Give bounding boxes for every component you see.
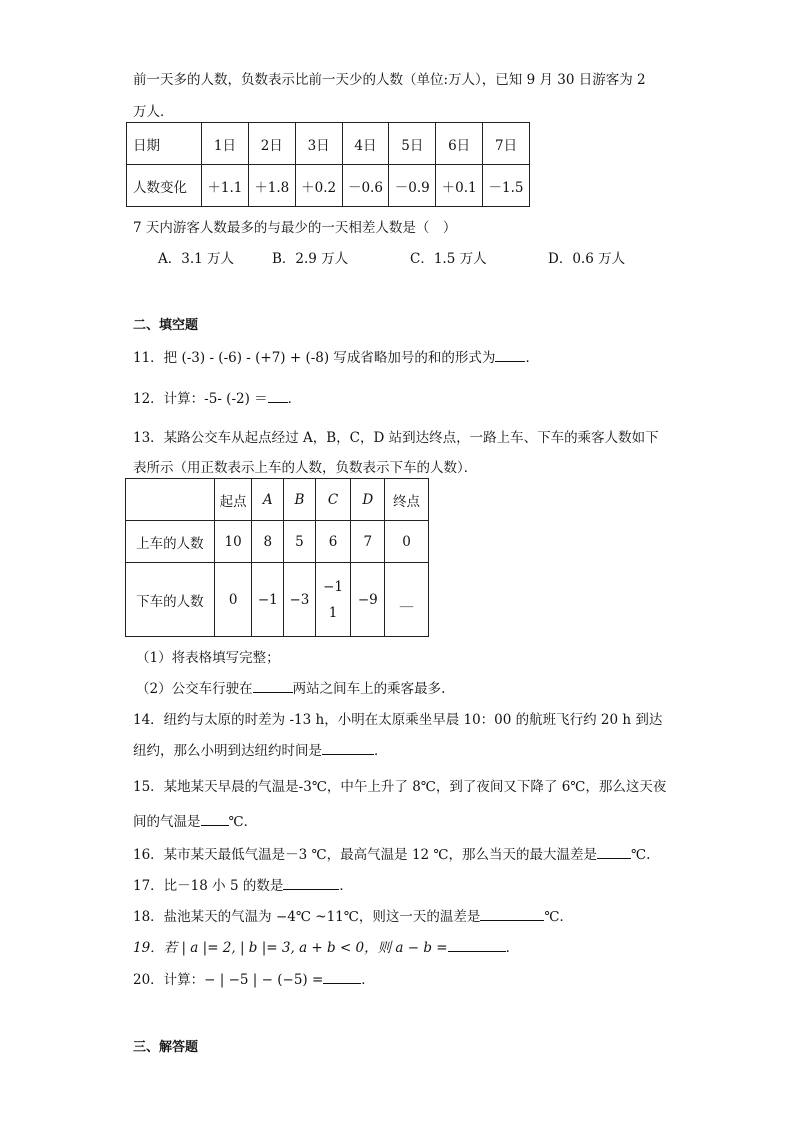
table-cell: ＋1.8: [248, 165, 295, 207]
table-header-cell: 7日: [483, 123, 530, 165]
question-end: ℃.: [631, 847, 651, 863]
table-cell: 5: [284, 521, 316, 563]
table-cell: ＋0.2: [295, 165, 342, 207]
table-cell: −1: [252, 563, 284, 637]
table-cell: 7: [351, 521, 385, 563]
section-title: 二、填空题: [133, 318, 199, 333]
table-cell: 0: [214, 563, 252, 637]
table-header-cell: [126, 479, 215, 521]
paragraph-line: 表所示（用正数表示上车的人数，负数表示下车的人数）．: [133, 460, 478, 476]
paragraph-line: 13．某路公交车从起点经过 A，B，C，D 站到达终点，一路上车、下车的乘客人数如下: [133, 430, 659, 446]
table-header-cell: 终点: [385, 479, 429, 521]
question-text: 12．计算：-5- (-2) ＝: [133, 391, 268, 407]
answer-cell: __: [385, 563, 429, 637]
table-cell: 10: [214, 521, 252, 563]
question-12: [133, 387, 301, 407]
tourist-change-table: [126, 122, 530, 207]
answer-blank: [495, 349, 525, 362]
answer-blank: [323, 971, 361, 984]
section-title: 三、解答题: [133, 1040, 199, 1055]
question-end: ．: [287, 391, 302, 407]
table-header-cell: 4日: [342, 123, 389, 165]
sub-question-1: （1）将表格填写完整；: [136, 650, 280, 666]
table-header-cell: 6日: [436, 123, 483, 165]
answer-blank: [268, 390, 288, 403]
option-d: D．0.6 万人: [548, 251, 626, 267]
question-text: 20．计算：− | −5 | − (−5) =: [133, 972, 324, 988]
table-cell: －1.5: [483, 165, 530, 207]
question-19: [133, 936, 519, 956]
question-end: ．: [361, 972, 375, 988]
table-header-cell: 日期: [127, 123, 202, 165]
table-header-cell: 1日: [202, 123, 249, 165]
question-14-line2: [133, 739, 388, 759]
cell-line: 1: [328, 604, 338, 621]
table-cell: 下车的人数: [126, 563, 215, 637]
answer-blank: [201, 813, 229, 826]
question-20: [133, 968, 375, 988]
sub-question-2: [136, 677, 445, 697]
paragraph-line: 14．纽约与太原的时差为 -13 h，小明在太原乘坐早晨 10：00 的航班飞行约 20 h 到达: [133, 712, 663, 728]
table-cell: －0.6: [342, 165, 389, 207]
question-text: 18．盐池某天的气温为 −4℃ ~11℃，则这一天的温差是: [133, 909, 481, 925]
bus-passenger-table: [125, 478, 429, 637]
question-end: ．: [505, 940, 520, 956]
question-text: （2）公交车行驶在: [136, 681, 253, 697]
table-cell: 人数变化: [127, 165, 202, 207]
question-11: [133, 346, 539, 366]
question-text: 17．比－18 小 5 的数是: [133, 878, 284, 894]
table-cell: −9: [351, 563, 385, 637]
question-16: [133, 843, 650, 863]
table-cell: [315, 563, 351, 637]
option-c: C．1.5 万人: [410, 251, 487, 267]
question-end: ．: [339, 878, 353, 894]
table-cell: ＋0.1: [436, 165, 483, 207]
question-stem: 7 天内游客人数最多的与最少的一天相差人数是（ ）: [133, 220, 457, 236]
question-end: ℃．: [544, 909, 573, 925]
table-header-cell: 3日: [295, 123, 342, 165]
option-b: B．2.9 万人: [272, 251, 349, 267]
table-header-cell: D: [351, 479, 385, 521]
question-17: [133, 874, 353, 894]
answer-blank: [253, 680, 293, 693]
question-text: 两站之间车上的乘客最多.: [292, 681, 446, 697]
answer-blank: [448, 939, 506, 952]
table-header-cell: 起点: [214, 479, 252, 521]
table-cell: ＋1.1: [202, 165, 249, 207]
table-cell: －0.9: [389, 165, 436, 207]
answer-blank: [597, 846, 631, 859]
question-text: 纽约，那么小明到达纽约时间是: [133, 743, 322, 759]
paragraph-line: 前一天多的人数，负数表示比前一天少的人数（单位:万人），已知 9 月 30 日游客为 2: [133, 72, 646, 88]
table-header-cell: A: [252, 479, 284, 521]
question-end: ．: [374, 743, 388, 759]
table-cell: 0: [385, 521, 429, 563]
answer-blank: [283, 877, 339, 890]
table-header-cell: B: [284, 479, 316, 521]
question-text: 16．某市某天最低气温是－3 ℃，最高气温是 12 ℃，那么当天的最大温差是: [133, 847, 598, 863]
paragraph-line: 15．某地某天早晨的气温是-3℃，中午上升了 8℃，到了夜间又下降了 6℃，那么这天夜: [133, 779, 667, 795]
table-header-cell: C: [315, 479, 351, 521]
question-15-line2: [133, 810, 257, 830]
answer-blank: [480, 908, 544, 921]
table-cell: −3: [284, 563, 316, 637]
answer-blank: [322, 742, 374, 755]
question-18: [133, 905, 573, 925]
question-text: 19．若 | a |= 2, | b |= 3, a + b < 0，则 a − b =: [133, 940, 448, 956]
question-text: 11．把 (-3) - (-6) - (+7) + (-8) 写成省略加号的和的形式为: [133, 350, 496, 366]
table-cell: 上车的人数: [126, 521, 215, 563]
paragraph-line: 万人．: [133, 104, 174, 120]
question-end: ．: [525, 350, 539, 366]
table-cell: 6: [315, 521, 351, 563]
table-header-cell: 5日: [389, 123, 436, 165]
table-cell: 8: [252, 521, 284, 563]
table-header-cell: 2日: [248, 123, 295, 165]
question-end: ℃．: [228, 814, 258, 830]
question-text: 间的气温是: [133, 814, 201, 830]
cell-line: −1: [323, 578, 344, 595]
option-a: A．3.1 万人: [158, 251, 235, 267]
